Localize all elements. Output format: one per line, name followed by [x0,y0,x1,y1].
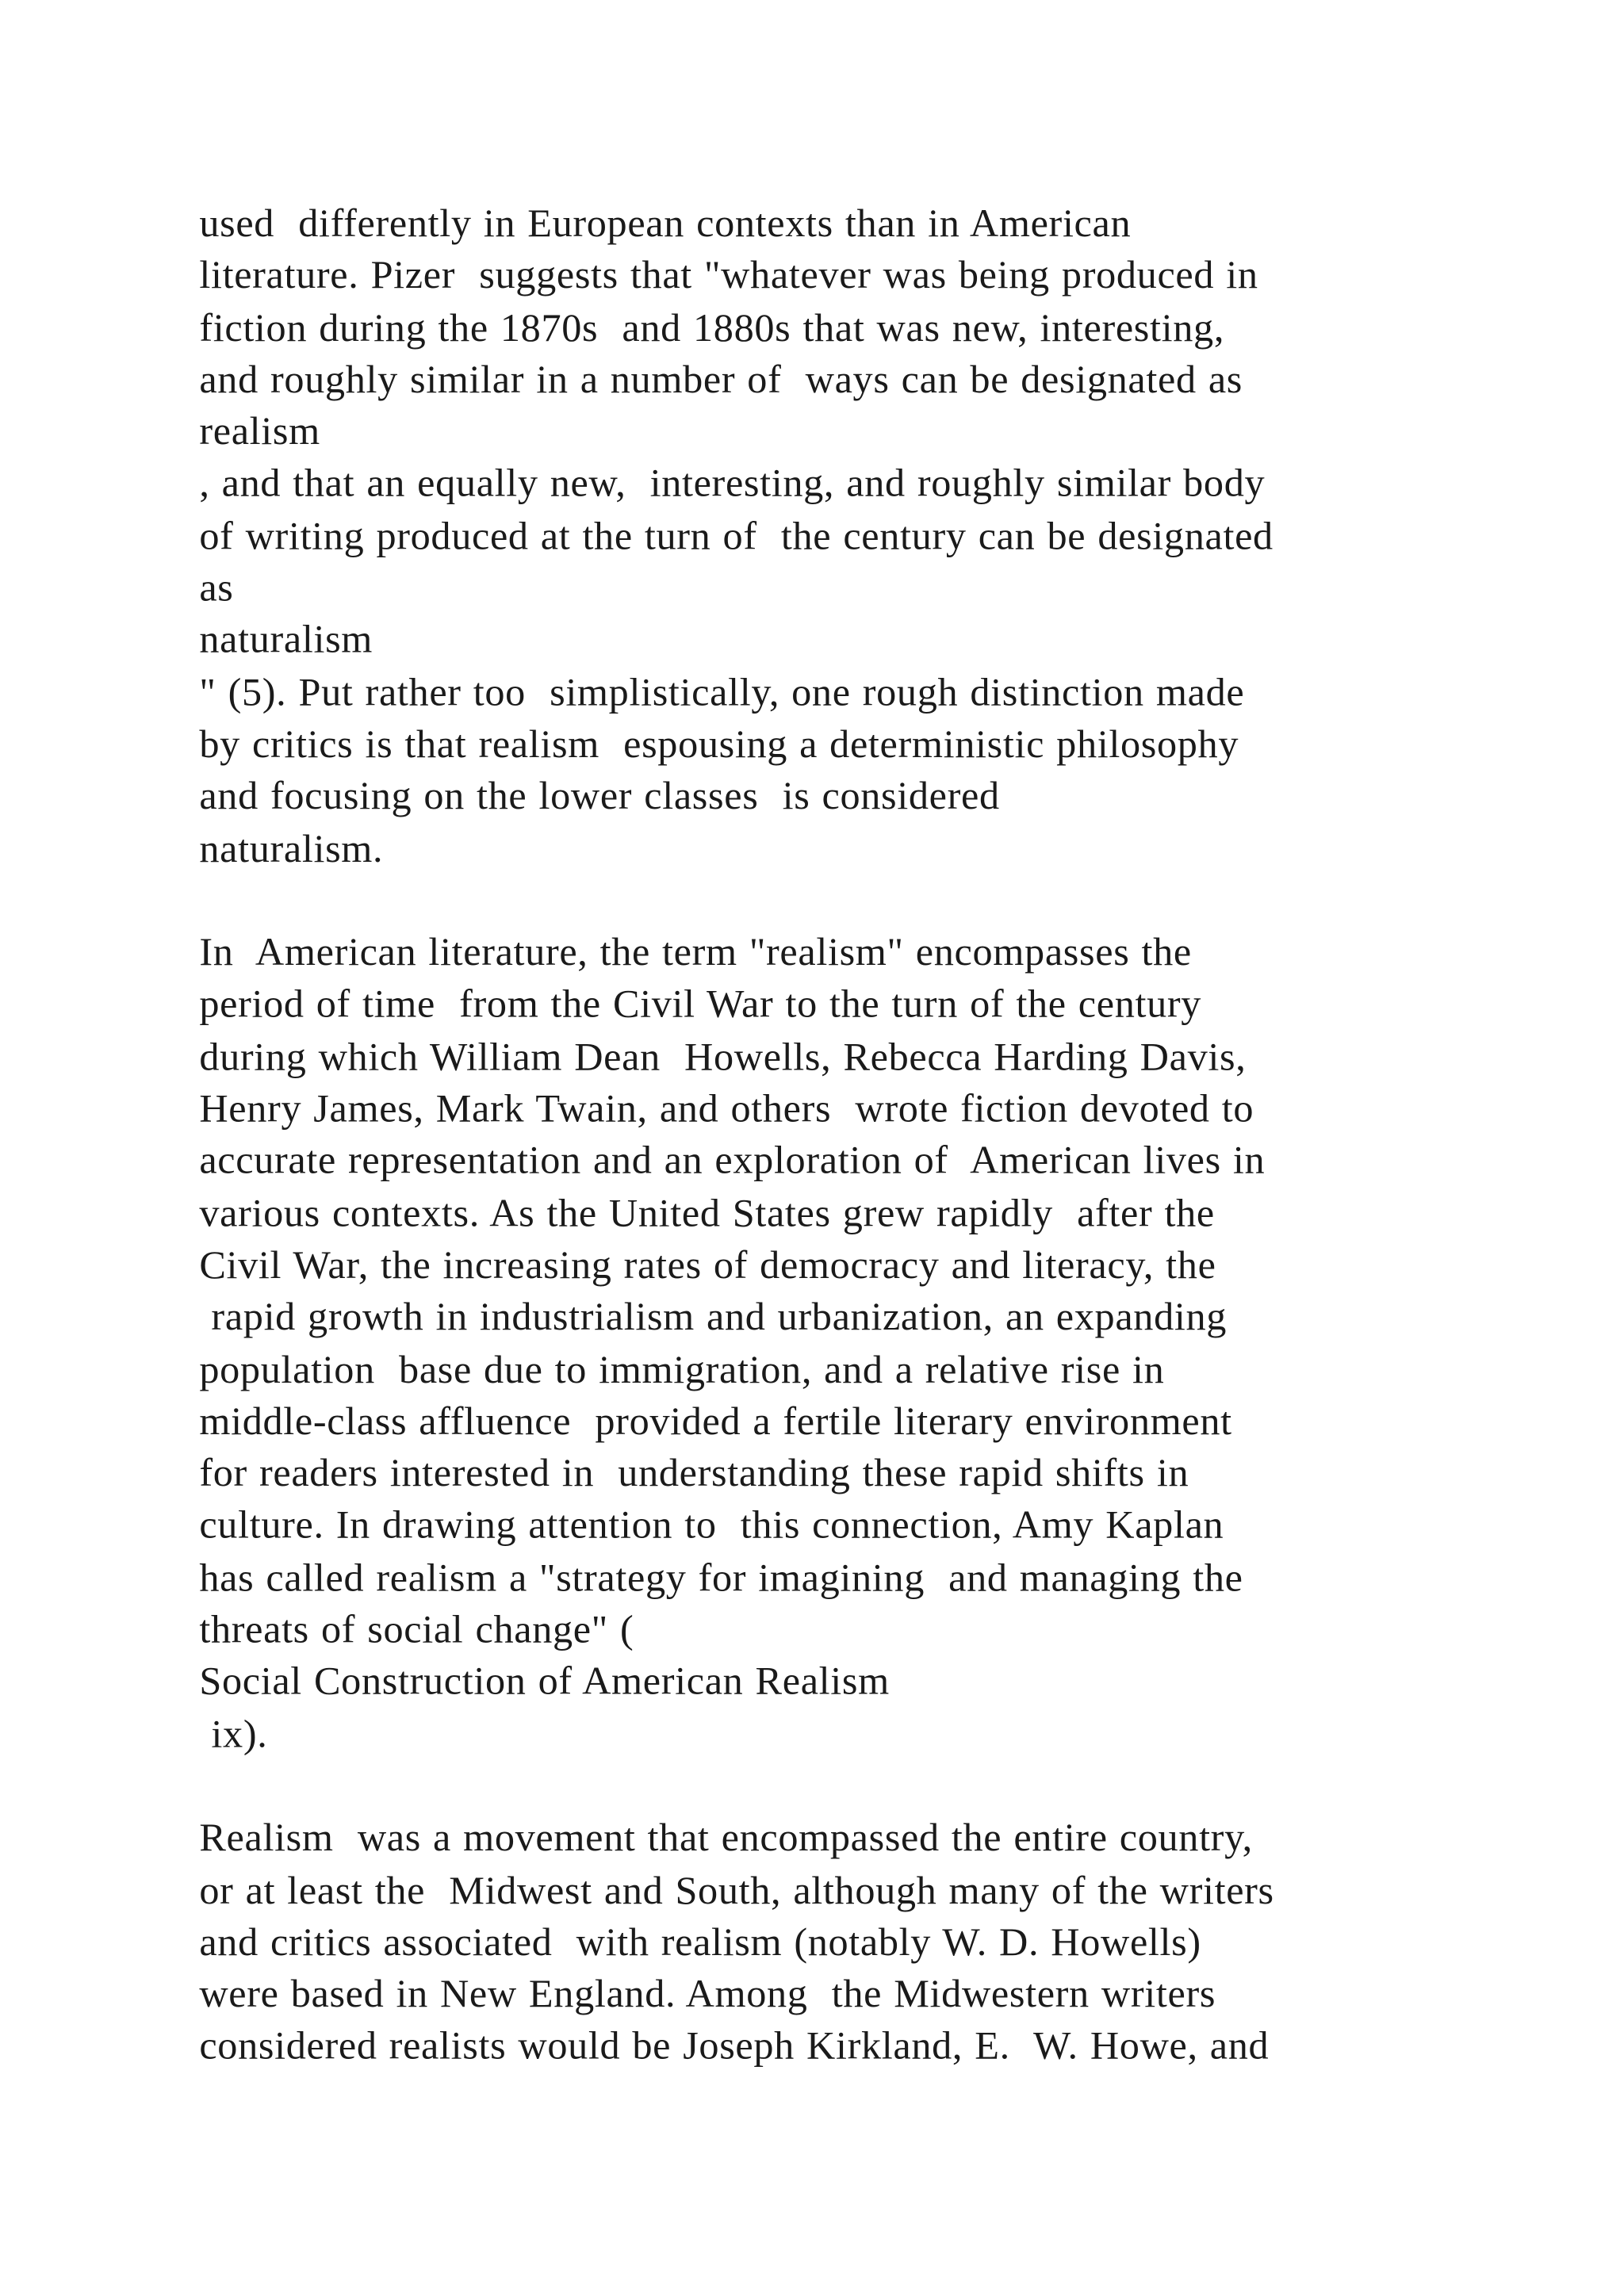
text-line: Henry James, Mark Twain, and others wrote fiction devoted to [199,1085,1254,1131]
text-line: of writing produced at the turn of the century can be designated [199,513,1274,558]
text-line: realism [199,408,320,453]
text-line: rapid growth in industrialism and urbanization, an expanding [199,1294,1228,1339]
text-line: culture. In drawing attention to this connection, Amy Kaplan [199,1502,1224,1548]
text-line: accurate representation and an exploration of American lives in [199,1138,1266,1183]
text-line: used differently in European contexts than in American [199,201,1132,245]
text-line: naturalism [199,617,373,662]
text-line: ix). [199,1711,268,1756]
text-line: " (5). Put rather too simplistically, one rough distinction made [199,669,1245,714]
text-line: and roughly similar in a number of ways can be designated as [199,357,1243,402]
text-line: and critics associated with realism (notably W. D. Howells) [199,1919,1201,1964]
text-line: period of time from the Civil War to the turn of the century [199,982,1202,1027]
paragraph [199,927,1602,1760]
paragraph-gap [199,1760,1602,1812]
text-line: for readers interested in understanding these rapid shifts in [199,1450,1189,1495]
text-line: naturalism. [199,825,384,871]
text-line: during which William Dean Howells, Rebecca Harding Davis, [199,1034,1247,1079]
text-line: literature. Pizer suggests that "whatever was being produced in [199,252,1258,297]
text-line: Realism was a movement that encompassed the entire country, [199,1815,1253,1860]
text-line: or at least the Midwest and South, although many of the writers [199,1867,1274,1912]
text-line: middle-class affluence provided a fertile literary environment [199,1399,1232,1443]
text-line: , and that an equally new, interesting, and roughly similar body [199,461,1266,506]
text-line: by critics is that realism espousing a deterministic philosophy [199,721,1239,766]
text-line: as [199,564,234,610]
paragraph [199,197,1602,874]
text-line: Civil War, the increasing rates of democracy and literacy, the [199,1242,1216,1287]
text-line: considered realists would be Joseph Kirkland, E. W. Howe, and [199,2023,1270,2068]
text-line: various contexts. As the United States grew rapidly after the [199,1190,1215,1235]
text-line: and focusing on the lower classes is considered [199,773,1000,818]
text-line: has called realism a "strategy for imagining and managing the [199,1555,1243,1600]
text-line: fiction during the 1870s and 1880s that was new, interesting, [199,304,1225,350]
text-line: population base due to immigration, and a relative rise in [199,1346,1165,1391]
paragraph [199,1812,1602,2072]
text-line: In American literature, the term "realism" encompasses the [199,929,1192,974]
text-line: Social Construction of American Realism [199,1659,890,1704]
text-line: threats of social change" ( [199,1606,634,1651]
body-text [199,197,1602,2072]
text-line: were based in New England. Among the Midwestern writers [199,1971,1216,2016]
paragraph-gap [199,874,1602,927]
